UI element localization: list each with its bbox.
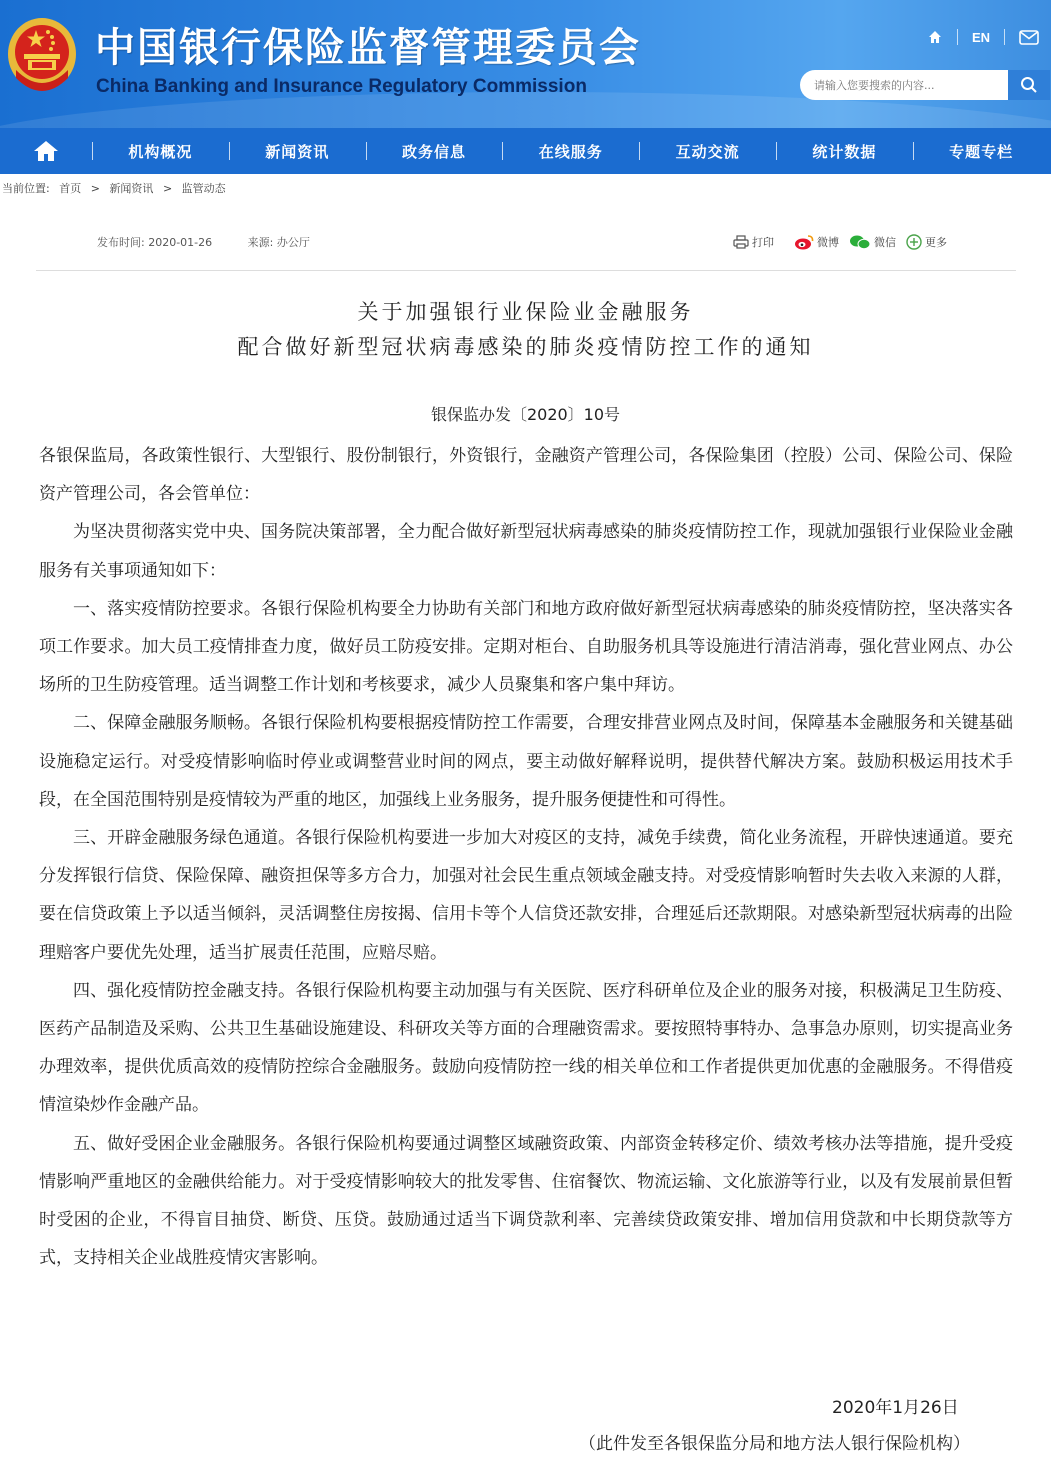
addressee: 各银保监局，各政策性银行、大型银行、股份制银行，外资银行，金融资产管理公司，各保险集团（控股）公司、保险公司、保险资产管理公司，各会管单位： — [39, 446, 1013, 505]
plus-circle-icon — [906, 234, 922, 250]
wechat-share-button[interactable] — [849, 234, 896, 250]
nav-item-about[interactable]: 机构概况 — [92, 128, 229, 174]
paragraph-1: 一、落实疫情防控要求。各银行保险机构要全力协助有关部门和地方政府做好新型冠状病毒感染的肺炎疫情防控，坚决落实各项工作要求。加大员工疫情排查力度，做好员工防疫安排。定期对柜台、自助服务机具等设施进行清洁消毒，强化营业网点、办公场所的卫生防疫管理。适当调整工作计划和考核要求，减少人员聚集和客户集中拜访。 — [39, 598, 1013, 696]
divider — [957, 29, 958, 45]
issue-date: 2020年1月26日 — [832, 1398, 959, 1418]
site-header — [0, 0, 1051, 128]
main-nav — [0, 128, 1051, 174]
home-icon — [33, 140, 59, 162]
mail-icon[interactable] — [1019, 30, 1039, 45]
site-title-en: China Banking and Insurance Regulatory Commission — [96, 76, 587, 97]
divider-line — [36, 270, 1016, 271]
nav-item-government-info[interactable]: 政务信息 — [366, 128, 503, 174]
distribution-note: （此件发至各银保监分局和地方法人银行保险机构） — [579, 1434, 970, 1454]
breadcrumb-home[interactable]: 首页 — [59, 182, 82, 195]
print-button[interactable] — [733, 234, 774, 250]
document-number: 银保监办发〔2020〕10号 — [430, 405, 621, 424]
paragraph-4: 四、强化疫情防控金融支持。各银行保险机构要主动加强与有关医院、医疗科研单位及企业的服务对接，积极满足卫生防疫、医药产品制造及采购、公共卫生基础设施建设、科研攻关等方面的合理融资需求。要按照特事特办、急事急办原则，切实提高业务办理效率，提供优质高效的疫情防控综合金融服务。鼓励向疫情防控一线的相关单位和工作者提供更加优惠的金融服务。不得借疫情渲染炒作金融产品。 — [39, 980, 1013, 1116]
article-title-line-2: 配合做好新型冠状病毒感染的肺炎疫情防控工作的通知 — [237, 335, 814, 359]
share-toolbar — [733, 234, 957, 250]
breadcrumb — [2, 180, 232, 196]
article-source: 来源: 办公厅 — [247, 236, 310, 249]
breadcrumb-separator: > — [90, 182, 100, 195]
article-title-line-1: 关于加强银行业保险业金融服务 — [357, 300, 694, 324]
home-link-icon[interactable] — [927, 29, 943, 45]
wechat-label: 微信 — [874, 236, 896, 249]
more-label: 更多 — [925, 236, 947, 249]
wechat-icon — [849, 234, 871, 250]
breadcrumb-prefix: 当前位置: — [2, 182, 50, 195]
search-button[interactable] — [1008, 70, 1050, 100]
article-body — [39, 437, 1013, 1277]
weibo-icon — [794, 234, 814, 250]
paragraph-intro: 为坚决贯彻落实党中央、国务院决策部署，全力配合做好新型冠状病毒感染的肺炎疫情防控工作，现就加强银行业保险业金融服务有关事项通知如下： — [39, 522, 1013, 581]
weibo-share-button[interactable] — [794, 234, 839, 250]
site-title-cn: 中国银行保险监督管理委员会 — [95, 24, 641, 71]
nav-item-news[interactable]: 新闻资讯 — [229, 128, 366, 174]
print-label: 打印 — [752, 236, 774, 249]
top-links — [927, 24, 1039, 50]
english-toggle-link[interactable]: EN — [971, 29, 990, 45]
search-icon — [1020, 76, 1038, 94]
paragraph-2: 二、保障金融服务顺畅。各银行保险机构要根据疫情防控工作需要，合理安排营业网点及时间，保障基本金融服务和关键基础设施稳定运行。对受疫情影响临时停业或调整营业时间的网点，要主动做好解释说明，提供替代解决方案。鼓励积极运用技术手段，在全国范围特别是疫情较为严重的地区，加强线上业务服务，提升服务便捷性和可得性。 — [39, 713, 1013, 810]
national-emblem-icon — [6, 14, 78, 100]
search-input[interactable] — [800, 70, 1008, 100]
weibo-label: 微博 — [817, 236, 839, 249]
nav-home[interactable] — [0, 128, 92, 174]
nav-item-special-topics[interactable]: 专题专栏 — [913, 128, 1050, 174]
breadcrumb-news[interactable]: 新闻资讯 — [109, 182, 154, 195]
more-share-button[interactable] — [906, 234, 947, 250]
publish-time: 发布时间: 2020-01-26 — [97, 236, 213, 249]
divider — [1004, 29, 1005, 45]
article-meta — [97, 234, 342, 250]
breadcrumb-separator: > — [162, 182, 173, 195]
nav-item-online-services[interactable]: 在线服务 — [502, 128, 639, 174]
nav-item-interaction[interactable]: 互动交流 — [639, 128, 776, 174]
breadcrumb-current[interactable]: 监管动态 — [181, 182, 226, 195]
paragraph-5: 五、做好受困企业金融服务。各银行保险机构要通过调整区域融资政策、内部资金转移定价、绩效考核办法等措施，提升受疫情影响严重地区的金融供给能力。对于受疫情影响较大的批发零售、住宿餐饮、物流运输、文化旅游等行业，以及有发展前景但暂时受困的企业，不得盲目抽贷、断贷、压贷。鼓励通过适当下调贷款利率、完善续贷政策安排、增加信用贷款和中长期贷款等方式，支持相关企业战胜疫情灾害影响。 — [39, 1133, 1013, 1269]
printer-icon — [733, 235, 749, 249]
nav-item-statistics[interactable]: 统计数据 — [776, 128, 913, 174]
paragraph-3: 三、开辟金融服务绿色通道。各银行保险机构要进一步加大对疫区的支持，减免手续费，简化业务流程，开辟快速通道。要充分发挥银行信贷、保险保障、融资担保等多方合力，加强对社会民生重点领域金融支持。对受疫情影响暂时失去收入来源的人群，要在信贷政策上予以适当倾斜，灵活调整住房按揭、信用卡等个人信贷还款安排，合理延后还款期限。对感染新型冠状病毒的出险理赔客户要优先处理，适当扩展责任范围，应赔尽赔。 — [39, 828, 1013, 963]
